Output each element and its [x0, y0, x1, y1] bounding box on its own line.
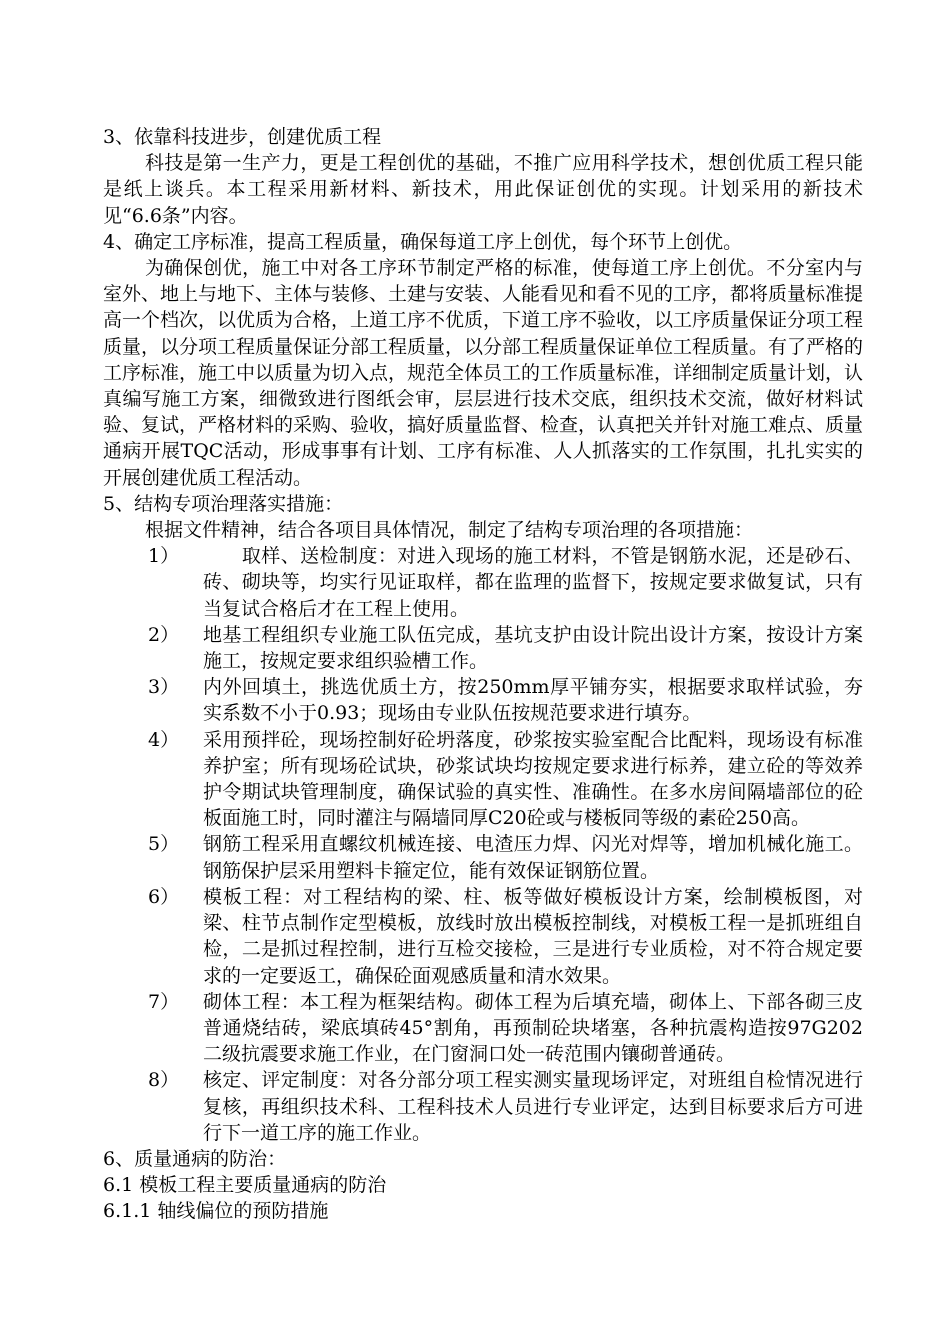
- section-5-heading: 5、结构专项治理落实措施：: [103, 492, 344, 515]
- measure-number: 6）: [148, 885, 180, 908]
- measure-text: 模板工程：对工程结构的梁、柱、板等做好模板设计方案，绘制模板图，对梁、柱节点制作定型模板，放线时放出模板控制线，对模板工程一是抓班组自检，二是抓过程控制，进行互检交接检，三是进行专业质检，对不符合规定要求的一定要返工，确保砼面观感质量和清水效果。: [203, 885, 863, 987]
- measure-number: 2）: [148, 623, 180, 646]
- measure-item-4: [103, 727, 863, 832]
- measure-number: 1）: [148, 545, 180, 568]
- measure-text: 砌体工程：本工程为框架结构。砌体工程为后填充墙，砌体上、下部各砌三皮普通烧结砖，梁底填砖45°割角，再预制砼块堵塞，各种抗震构造按97G202二级抗震要求施工作业，在门窗洞口处一砖范围内镶砌普通砖。: [203, 990, 863, 1066]
- section-6-heading: 6、质量通病的防治：: [103, 1147, 287, 1170]
- measure-item-5: [103, 831, 863, 883]
- measure-text: 钢筋工程采用直螺纹机械连接、电渣压力焊、闪光对焊等，增加机械化施工。钢筋保护层采用塑料卡箍定位，能有效保证钢筋位置。: [203, 833, 863, 882]
- section-3-heading: 3、依靠科技进步，创建优质工程: [103, 126, 382, 148]
- measure-text: 取样、送检制度：对进入现场的施工材料，不管是钢筋水泥，还是砂石、砖、砌块等，均实行见证取样，都在监理的监督下，按规定要求做复试，只有当复试合格后才在工程上使用。: [203, 545, 863, 620]
- measure-number: 7）: [148, 990, 180, 1013]
- measure-number: 3）: [148, 676, 180, 699]
- measure-item-8: [103, 1067, 863, 1146]
- measure-item-2: [103, 622, 863, 674]
- section-6-1-1-heading: 6.1.1 轴线偏位的预防措施: [103, 1200, 329, 1223]
- measure-text: 地基工程组织专业施工队伍完成，基坑支护由设计院出设计方案，按设计方案施工，按规定要求组织验槽工作。: [203, 623, 863, 673]
- measure-item-7: [103, 989, 863, 1068]
- section-4-body: 为确保创优，施工中对各工序环节制定严格的标准，使每道工序上创优。不分室内与室外、地上与地下、主体与装修、土建与安装、人能看见和看不见的工序，都将质量标准提高一个档次，以优质为合格，上道工序不优质，下道工序不验收，以工序质量保证分项工程质量，以分项工程质量保证分部工程质量，以分部工程质量保证单位工程质量。有了严格的工序标准，施工中以质量为切入点，规范全体员工的工作质量标准，详细制定质量计划，认真编写施工方案，细微致进行图纸会审，层层进行技术交底，组织技术交流，做好材料试验、复试，严格材料的采购、验收，搞好质量监督、检查，认真把关并针对施工难点、质量通病开展TQC活动，形成事事有计划、工序有标准、人人抓落实的工作氛围，扎扎实实的开展创建优质工程活动。: [103, 257, 864, 489]
- section-4-heading: 4、确定工序标准，提高工程质量，确保每道工序上创优，每个环节上创优。: [103, 230, 743, 253]
- section-3-body: 科技是第一生产力，更是工程创优的基础，不推广应用科学技术，想创优质工程只能是纸上谈兵。本工程采用新材料、新技术，用此保证创优的实现。计划采用的新技术见“6.6条”内容。: [103, 152, 863, 227]
- document-content: [103, 124, 863, 1225]
- measure-item-1: [103, 543, 863, 622]
- measure-text: 采用预拌砼，现场控制好砼坍落度，砂浆按实验室配合比配料，现场设有标准养护室；所有现场砼试块，砂浆试块均按规定要求进行标养，建立砼的等效养护令期试块管理制度，确保试验的真实性、准确性。在多水房间隔墙部位的砼板面施工时，同时灌注与隔墙同厚C20砼或与楼板同等级的素砼250高。: [203, 728, 863, 830]
- measure-item-6: [103, 884, 863, 989]
- section-5-intro: 根据文件精神，结合各项目具体情况，制定了结构专项治理的各项措施：: [145, 519, 754, 542]
- measure-number: 8）: [148, 1069, 180, 1092]
- measure-text: 内外回填土，挑选优质土方，按250mm厚平铺夯实，根据要求取样试验，夯实系数不小于0.93；现场由专业队伍按规范要求进行填夯。: [203, 676, 863, 725]
- measure-item-3: [103, 674, 863, 726]
- measure-text: 核定、评定制度：对各分部分项工程实测实量现场评定，对班组自检情况进行复核，再组织技术科、工程科技术人员进行专业评定，达到目标要求后方可进行下一道工序的施工作业。: [203, 1069, 863, 1144]
- measure-number: 4）: [148, 728, 180, 751]
- measure-number: 5）: [148, 833, 180, 856]
- section-6-1-heading: 6.1 模板工程主要质量通病的防治: [103, 1174, 387, 1197]
